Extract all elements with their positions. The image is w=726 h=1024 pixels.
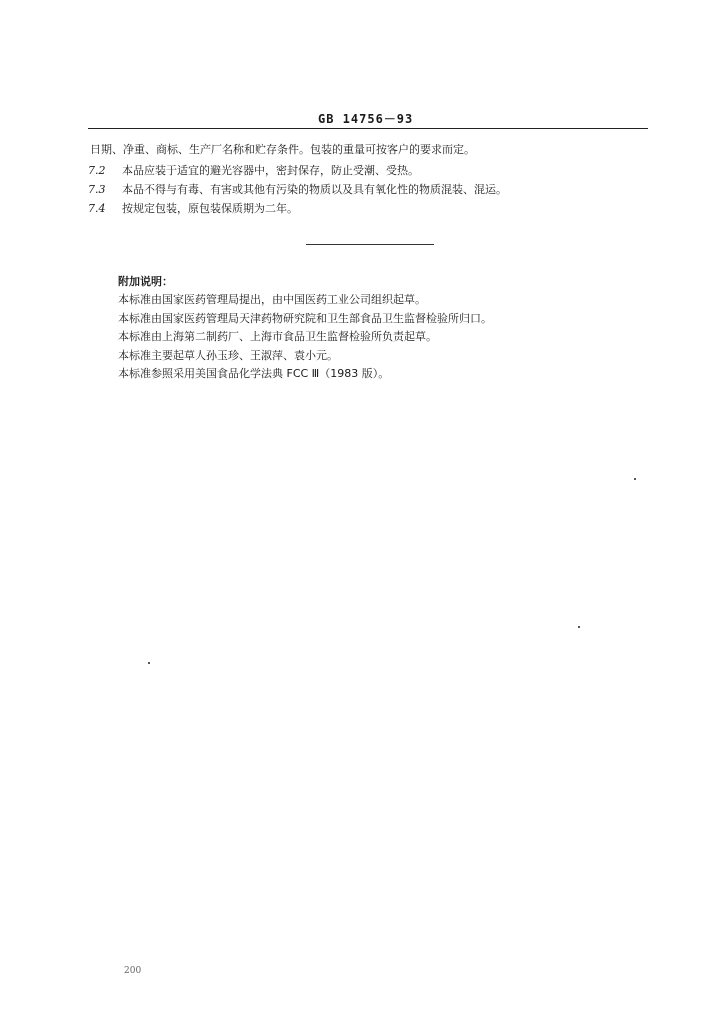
- clause-text: 本品应装于适宜的避光容器中，密封保存，防止受潮、受热。: [122, 164, 419, 177]
- standard-code: GB 14756－93: [318, 112, 414, 126]
- scan-speck: [634, 478, 636, 480]
- appendix-line: 本标准参照采用美国食品化学法典 FCC Ⅲ（1983 版）。: [118, 367, 390, 380]
- clause-7-4: [88, 202, 298, 216]
- clause-number: 7.3: [88, 183, 106, 196]
- scan-speck: [578, 626, 580, 628]
- appendix-section: [118, 275, 492, 386]
- appendix-line: 本标准由国家医药管理局天津药物研究院和卫生部食品卫生监督检验所归口。: [118, 311, 492, 325]
- clause-text: 本品不得与有毒、有害或其他有污染的物质以及具有氧化性的物质混装、混运。: [122, 183, 507, 196]
- clause-number: 7.2: [88, 164, 106, 177]
- page-number: 200: [124, 966, 142, 976]
- appendix-line: 本标准主要起草人孙玉珍、王淑萍、袁小元。: [118, 348, 338, 362]
- section-divider: [306, 244, 434, 245]
- scan-speck: [148, 662, 150, 664]
- appendix-title: 附加说明：: [118, 275, 173, 288]
- clause-7-2: [88, 164, 419, 178]
- continuation-line: 日期、净重、商标、生产厂名称和贮存条件。包装的重量可按客户的要求而定。: [90, 143, 475, 156]
- page-header: [0, 110, 726, 130]
- header-rule: [88, 128, 648, 129]
- clause-7-3: [88, 183, 507, 197]
- appendix-line: 本标准由上海第二制药厂、上海市食品卫生监督检验所负责起草。: [118, 330, 437, 343]
- clause-text: 按规定包装，原包装保质期为二年。: [122, 202, 298, 215]
- appendix-line: 本标准由国家医药管理局提出，由中国医药工业公司组织起草。: [118, 293, 426, 306]
- clause-number: 7.4: [88, 202, 106, 215]
